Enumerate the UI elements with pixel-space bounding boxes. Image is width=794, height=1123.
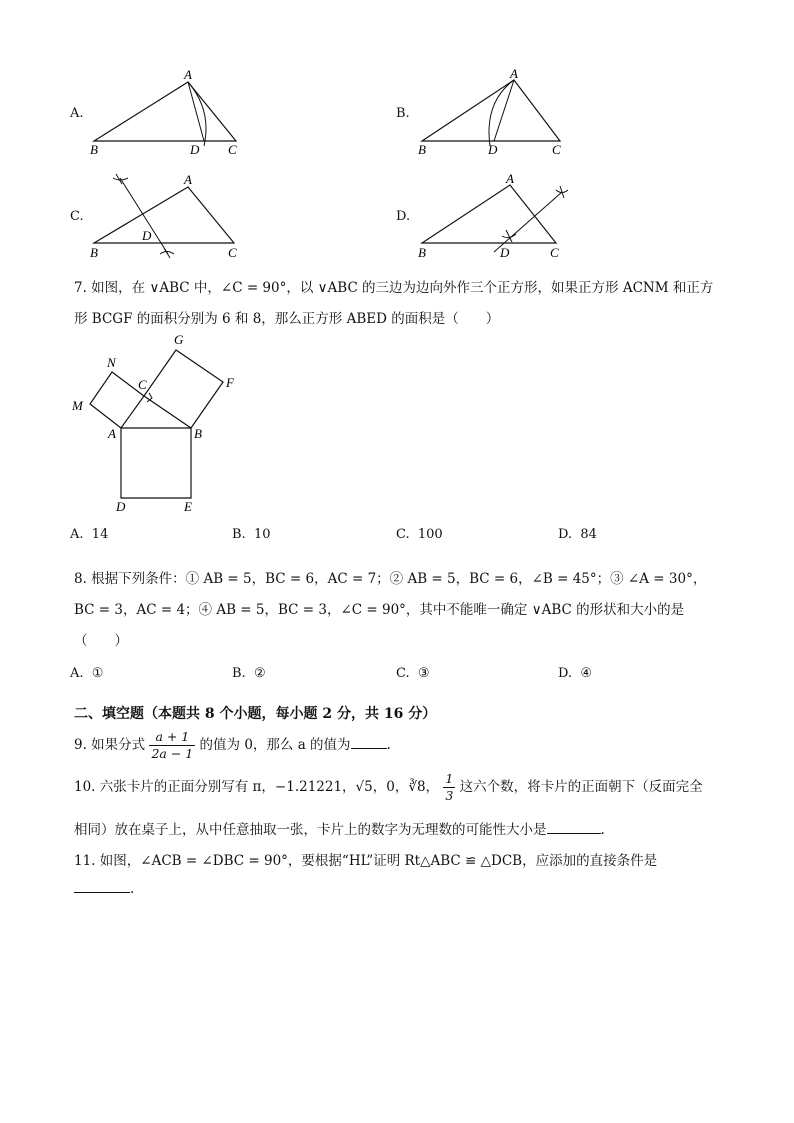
q6-option-a-label[interactable]: A. xyxy=(70,106,84,121)
point-c: C xyxy=(138,377,147,392)
point-c: C xyxy=(228,245,237,260)
point-d: D xyxy=(488,142,498,156)
q7-option-b[interactable] xyxy=(232,527,271,542)
q10-answer-blank[interactable] xyxy=(547,821,601,834)
point-c: C xyxy=(228,142,237,156)
q8-option-d-label: D. xyxy=(558,666,573,681)
q7-option-a[interactable] xyxy=(70,527,108,542)
q8-option-d[interactable] xyxy=(558,666,592,681)
q9-end: . xyxy=(386,737,391,753)
q8-option-d-value: ④ xyxy=(580,666,593,681)
q6-option-b-label[interactable]: B. xyxy=(396,106,410,121)
q6-figure-a xyxy=(88,68,248,156)
q7-option-d-value: 84 xyxy=(580,527,597,542)
q7-option-b-value: 10 xyxy=(253,527,271,542)
q8-option-b[interactable] xyxy=(232,666,266,681)
q9-denominator: 2a − 1 xyxy=(151,746,194,761)
q8-option-b-value: ② xyxy=(253,666,266,681)
point-b: B xyxy=(194,426,202,441)
q7-option-c-value: 100 xyxy=(417,527,443,542)
q7-line-2: 形 BCGF 的面积分别为 6 和 8，那么正方形 ABED 的面积是（ ） xyxy=(74,311,500,327)
point-a: A xyxy=(108,426,116,441)
point-b: B xyxy=(90,142,98,156)
q10-line-1 xyxy=(74,771,703,804)
point-d: D xyxy=(142,228,152,243)
q8-line-2: BC = 3，AC = 4；④ AB = 5，BC = 3，∠C = 90°，其中不能唯一确定 ∨ABC 的形状和大小的是 xyxy=(74,602,685,618)
q9-answer-blank[interactable] xyxy=(351,736,387,749)
q8-line-1: 8. 根据下列条件：① AB = 5，BC = 6，AC = 7；② AB = 5，BC = 6，∠B = 45°；③ ∠A = 30°， xyxy=(74,571,707,587)
q7-option-a-label: A. xyxy=(70,527,84,542)
q7-figure xyxy=(70,330,250,516)
q9-fraction xyxy=(149,729,195,762)
point-a: A xyxy=(184,68,192,82)
q11-line-1: 11. 如图，∠ACB = ∠DBC = 90°，要根据“HL”证明 Rt△ABC ≌ △DCB，应添加的直接条件是 xyxy=(74,853,658,869)
q6-figure-b xyxy=(414,68,574,156)
q10-line-2-text: 相同）放在桌子上，从中任意抽取一张，卡片上的数字为无理数的可能性大小是 xyxy=(74,822,547,838)
q11-answer-blank[interactable] xyxy=(74,880,130,893)
q7-option-c-label: C. xyxy=(396,527,410,542)
point-b: B xyxy=(418,245,426,260)
point-d: D xyxy=(116,499,126,514)
q10-end: . xyxy=(600,822,605,838)
point-c: C xyxy=(550,245,559,260)
q9-suffix: 的值为 0，那么 a 的值为 xyxy=(199,737,351,753)
point-d: D xyxy=(500,245,510,260)
construction-mark xyxy=(160,248,174,258)
q9-numerator: a + 1 xyxy=(149,729,195,746)
point-f: F xyxy=(226,375,234,390)
square-acnm xyxy=(90,372,144,428)
q10-numerator: 1 xyxy=(445,771,454,786)
triangle-abc xyxy=(422,185,556,243)
construction-mark xyxy=(502,230,516,242)
q9-prefix: 9. 如果分式 xyxy=(74,737,146,753)
segment-ad xyxy=(188,82,204,141)
triangle-abc xyxy=(94,187,234,243)
point-e: E xyxy=(184,499,192,514)
q8-option-c[interactable] xyxy=(396,666,430,681)
q7-line-1: 7. 如图，在 ∨ABC 中，∠C = 90°，以 ∨ABC 的三边为边向外作三个正方形，如果正方形 ACNM 和正方 xyxy=(74,280,714,296)
q8-option-a[interactable] xyxy=(70,666,103,681)
point-c: C xyxy=(552,142,561,156)
point-b: B xyxy=(418,142,426,156)
q10-denominator: 3 xyxy=(445,788,454,803)
q8-option-c-label: C. xyxy=(396,666,410,681)
point-g: G xyxy=(174,332,184,347)
q8-option-b-label: B. xyxy=(232,666,246,681)
q7-option-d[interactable] xyxy=(558,527,597,542)
q10-fraction xyxy=(443,771,455,804)
q10-line-2 xyxy=(74,818,605,838)
point-b: B xyxy=(90,245,98,260)
q8-option-a-value: ① xyxy=(91,666,104,681)
triangle-abc xyxy=(94,82,236,141)
q6-figure-d xyxy=(414,170,574,260)
q6-option-c-label[interactable]: C. xyxy=(70,209,84,224)
point-a: A xyxy=(506,171,514,186)
q7-option-b-label: B. xyxy=(232,527,246,542)
q8-line-3: （ ） xyxy=(74,633,128,649)
q9-line xyxy=(74,729,391,762)
q11-line-2 xyxy=(74,880,134,897)
q6-figure-c xyxy=(88,170,248,260)
q7-option-c[interactable] xyxy=(396,527,443,542)
q8-option-a-label: A. xyxy=(70,666,84,681)
q8-option-c-value: ③ xyxy=(417,666,430,681)
point-m: M xyxy=(72,398,83,413)
triangle-abc xyxy=(422,80,560,141)
q7-option-a-value: 14 xyxy=(91,527,109,542)
q6-option-d-label[interactable]: D. xyxy=(396,209,411,224)
point-a: A xyxy=(184,172,192,187)
q10-prefix: 10. 六张卡片的正面分别写有 π，−1.21221，√5，0，∛8， xyxy=(74,779,440,795)
square-bcgf xyxy=(144,350,223,428)
q10-suffix: 这六个数，将卡片的正面朝下（反面完全 xyxy=(459,779,703,795)
section-2-heading: 二、填空题（本题共 8 个小题，每小题 2 分，共 16 分） xyxy=(74,706,437,722)
q11-end: . xyxy=(130,881,135,897)
square-abed xyxy=(121,428,191,498)
q7-option-d-label: D. xyxy=(558,527,573,542)
point-d: D xyxy=(190,142,200,156)
point-n: N xyxy=(107,355,116,370)
point-a: A xyxy=(510,68,518,81)
